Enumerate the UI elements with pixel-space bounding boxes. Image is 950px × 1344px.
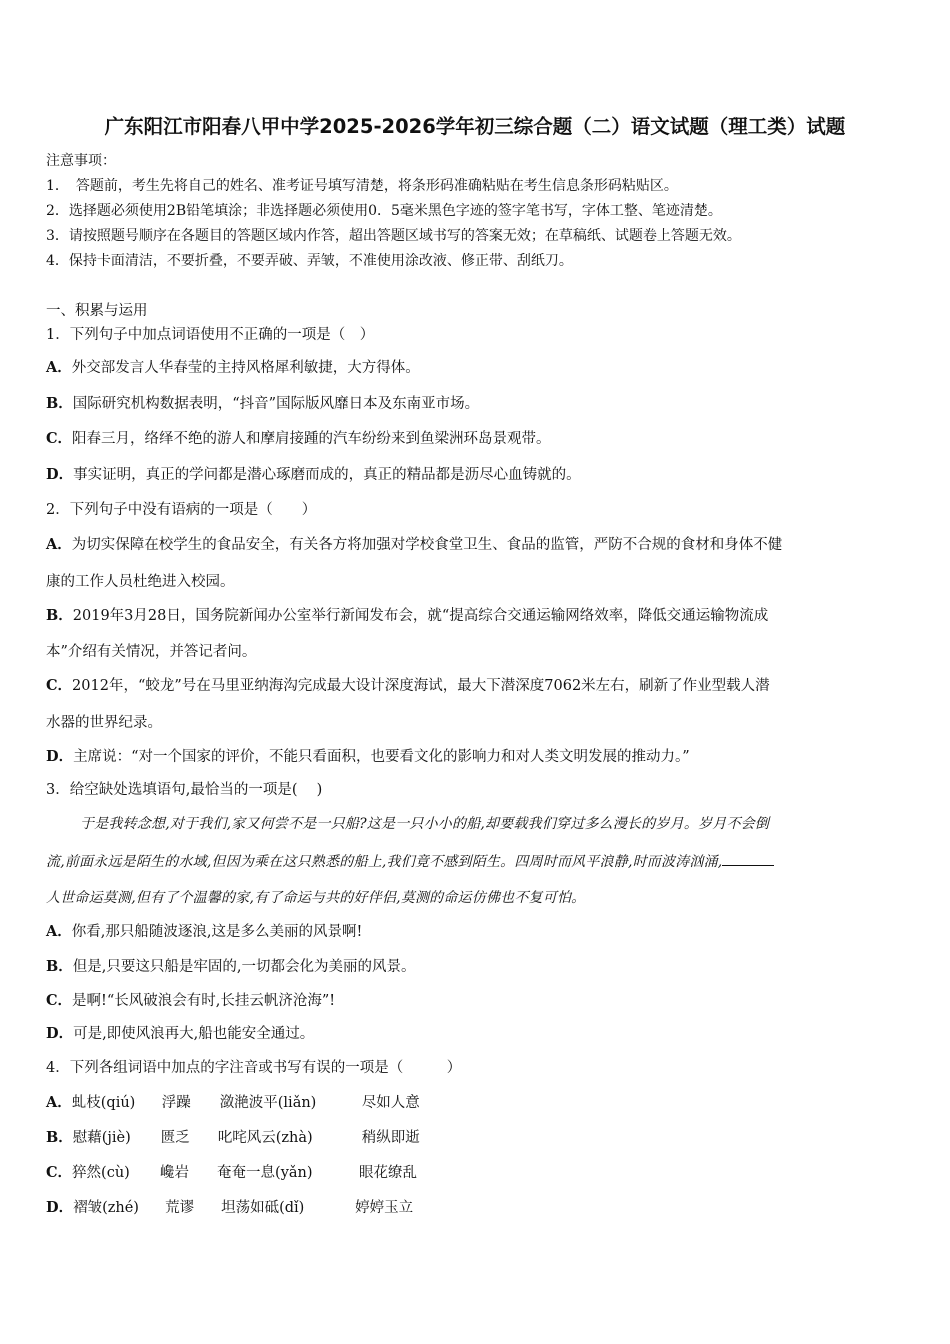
question-4-option-b — [46, 1129, 420, 1147]
word-item: 虬枝(qiú) — [71, 1095, 136, 1111]
option-label: A． — [46, 1094, 72, 1111]
question-1-stem: 1．下列句子中加点词语使用不正确的一项是（ ） — [46, 327, 375, 343]
question-2-option-b — [46, 607, 768, 625]
question-3-option-c — [46, 992, 335, 1010]
passage-text: 流,前面永远是陌生的水域,但因为乘在这只熟悉的船上,我们竟不感到陌生。四周时而风平浪静,时而波涛汹涌, — [46, 854, 723, 870]
notice-item: 2．选择题必须使用2B铅笔填涂；非选择题必须使用0．5毫米黑色字迹的签字笔书写，字体工整、笔迹清楚。 — [46, 203, 722, 219]
question-3-passage: 人世命运莫测,但有了个温馨的家,有了命运与共的好伴侣,莫测的命运仿佛也不复可怕。 — [46, 890, 586, 906]
option-label: C． — [46, 677, 73, 694]
option-label: A． — [46, 359, 72, 376]
word-item: 奄奄一息(yǎn) — [217, 1165, 313, 1181]
option-label: B． — [46, 607, 73, 624]
option-label: D． — [46, 1199, 74, 1216]
word-item: 稍纵即逝 — [361, 1130, 420, 1146]
question-2-option-c-cont: 水器的世界纪录。 — [46, 715, 162, 731]
word-item: 荒谬 — [165, 1200, 195, 1216]
question-1-option-a — [46, 359, 420, 377]
option-text: 主席说：“对一个国家的评价，不能只看面积，也要看文化的影响力和对人类文明发展的推动力。” — [73, 749, 690, 765]
question-2-option-b-cont: 本”介绍有关情况，并答记者问。 — [46, 644, 257, 660]
option-label: D． — [46, 748, 74, 765]
question-3-option-d — [46, 1025, 314, 1043]
question-4-option-d — [46, 1199, 413, 1217]
word-item: 叱咤风云(zhà) — [217, 1130, 313, 1146]
option-text: 事实证明，真正的学问都是潜心琢磨而成的，真正的精品都是沥尽心血铸就的。 — [73, 467, 581, 483]
option-label: A． — [46, 536, 72, 553]
option-text: 但是,只要这只船是牢固的,一切都会化为美丽的风景。 — [72, 959, 416, 975]
question-4-stem: 4．下列各组词语中加点的字注音或书写有误的一项是（ ） — [46, 1060, 462, 1076]
option-label: B． — [46, 958, 73, 975]
question-2-option-a — [46, 536, 782, 554]
option-label: D． — [46, 1025, 74, 1042]
word-item: 眼花缭乱 — [359, 1165, 418, 1181]
option-label: A． — [46, 923, 72, 940]
answer-blank[interactable] — [722, 852, 774, 866]
word-item: 坦荡如砥(dǐ) — [221, 1200, 305, 1216]
question-3-passage — [46, 852, 774, 871]
word-item: 慰藉(jiè) — [72, 1130, 131, 1146]
option-label: B． — [46, 395, 73, 412]
question-2-stem: 2．下列句子中没有语病的一项是（ ） — [46, 502, 317, 518]
question-2-option-c — [46, 677, 770, 695]
option-label: B． — [46, 1129, 73, 1146]
option-label: C． — [46, 1164, 73, 1181]
option-label: C． — [46, 992, 73, 1009]
question-3-option-b — [46, 958, 415, 976]
option-text: 国际研究机构数据表明，“抖音”国际版风靡日本及东南亚市场。 — [72, 396, 480, 412]
notice-item: 4．保持卡面清洁，不要折叠，不要弄破、弄皱，不准使用涂改液、修正带、刮纸刀。 — [46, 253, 573, 269]
word-item: 潋滟波平(liǎn) — [219, 1095, 317, 1111]
page-title: 广东阳江市阳春八甲中学2025-2026学年初三综合题（二）语文试题（理工类）试题 — [104, 115, 846, 138]
question-3-stem: 3．给空缺处选填语句,最恰当的一项是( ) — [46, 782, 323, 798]
word-item: 浮躁 — [161, 1095, 191, 1111]
word-item: 褶皱(zhé) — [73, 1200, 139, 1216]
option-text: 外交部发言人华春莹的主持风格犀利敏捷，大方得体。 — [71, 360, 420, 376]
question-1-option-c — [46, 430, 551, 448]
option-label: D． — [46, 466, 74, 483]
option-text: 2012年，“蛟龙”号在马里亚纳海沟完成最大设计深度海试，最大下潜深度7062米左右，刷新了作业型载人潜 — [72, 678, 770, 694]
word-item: 猝然(cù) — [72, 1165, 130, 1181]
question-4-option-a — [46, 1094, 420, 1112]
question-2-option-a-cont: 康的工作人员杜绝进入校园。 — [46, 574, 235, 590]
section-heading: 一、积累与运用 — [46, 303, 148, 319]
question-1-option-d — [46, 466, 581, 484]
option-text: 阳春三月，络绎不绝的游人和摩肩接踵的汽车纷纷来到鱼梁洲环岛景观带。 — [72, 431, 551, 447]
question-1-option-b — [46, 395, 479, 413]
word-item: 尽如人意 — [361, 1095, 420, 1111]
word-item: 匮乏 — [160, 1130, 190, 1146]
word-item: 巉岩 — [160, 1165, 190, 1181]
option-text: 为切实保障在校学生的食品安全，有关各方将加强对学校食堂卫生、食品的监管，严防不合规的食材和身体不健 — [71, 537, 783, 553]
question-2-option-d — [46, 748, 690, 766]
notice-item: 3．请按照题号顺序在各题目的答题区域内作答，超出答题区域书写的答案无效；在草稿纸、试题卷上答题无效。 — [46, 228, 741, 244]
option-text: 是啊!“长风破浪会有时,长挂云帆济沧海”! — [72, 993, 336, 1009]
question-4-option-c — [46, 1164, 417, 1182]
option-text: 可是,即使风浪再大,船也能安全通过。 — [73, 1026, 315, 1042]
option-text: 你看,那只船随波逐浪,这是多么美丽的风景啊! — [71, 924, 363, 940]
question-3-passage: 于是我转念想,对于我们,家又何尝不是一只船?这是一只小小的船,却要载我们穿过多么漫长的岁月。岁月不会倒 — [80, 816, 770, 832]
word-item: 婷婷玉立 — [355, 1200, 414, 1216]
option-label: C． — [46, 430, 73, 447]
notice-heading: 注意事项： — [46, 153, 116, 169]
question-3-option-a — [46, 923, 362, 941]
notice-item: 1． 答题前，考生先将自己的姓名、准考证号填写清楚，将条形码准确粘贴在考生信息条形码粘贴区。 — [46, 178, 678, 194]
option-text: 2019年3月28日，国务院新闻办公室举行新闻发布会，就“提高综合交通运输网络效率，降低交通运输物流成 — [72, 608, 769, 624]
